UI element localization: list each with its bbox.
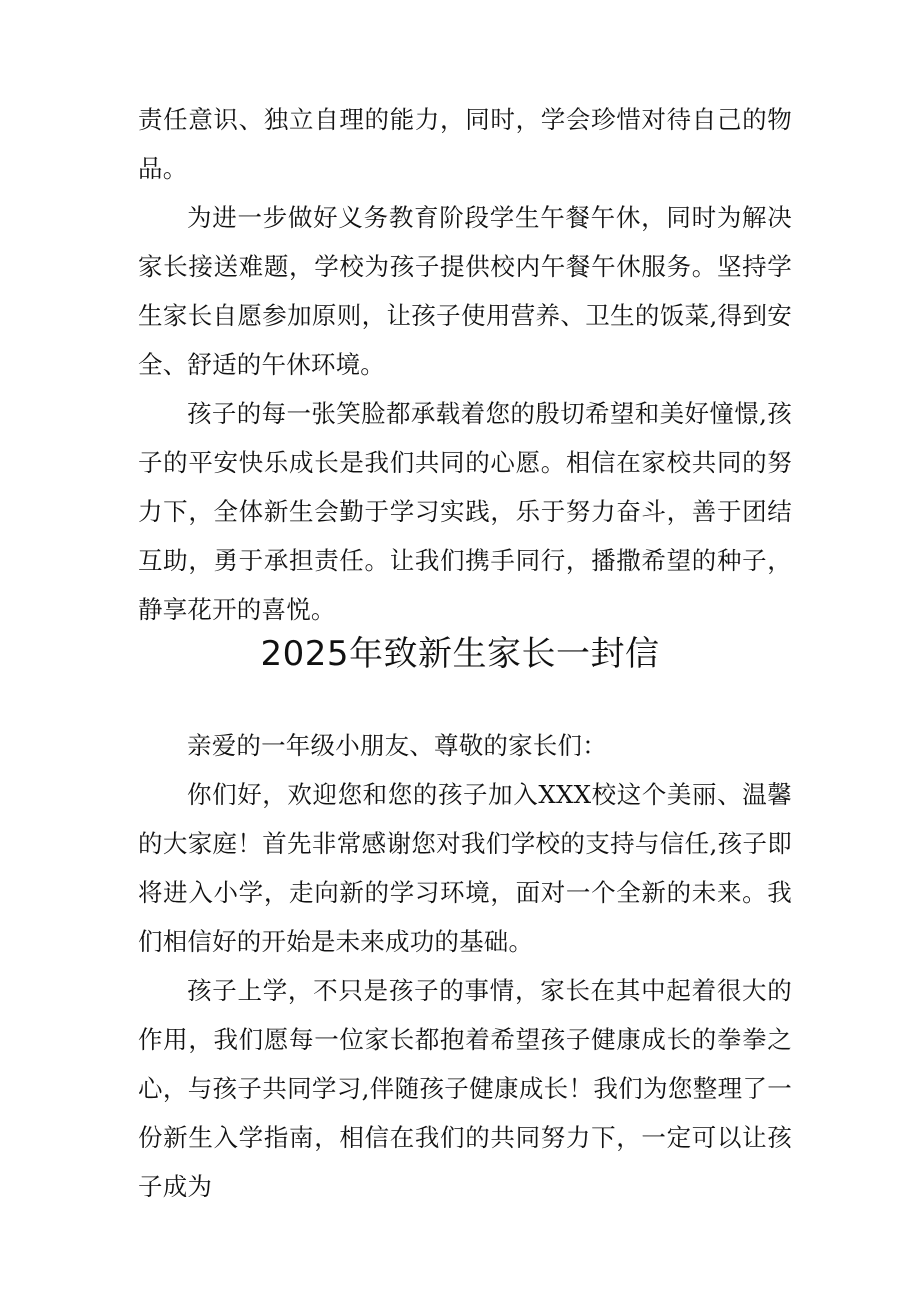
letter-title: 2025年致新生家长一封信 xyxy=(260,634,660,674)
top-section xyxy=(138,95,792,634)
paragraph-lunch-service: 为进一步做好义务教育阶段学生午餐午休，同时为解决家长接送难题，学校为孩子提供校内午餐午休服务。坚持学生家长自愿参加原则，让孩子使用营养、卫生的饭菜,得到安全、舒适的午休环境。 xyxy=(138,203,792,379)
paragraph-closing-wishes: 孩子的每一张笑脸都承载着您的殷切希望和美好憧憬,孩子的平安快乐成长是我们共同的心愿。相信在家校共同的努力下，全体新生会勤于学习实践，乐于努力奋斗，善于团结互助，勇于承担责任。让我们携手同行，播撒希望的种子，静享花开的喜悦。 xyxy=(138,399,792,624)
letter-body xyxy=(138,721,792,1211)
paragraph-parent-role: 孩子上学，不只是孩子的事情，家长在其中起着很大的作用，我们愿每一位家长都抱着希望孩子健康成长的拳拳之心，与孩子共同学习,伴随孩子健康成长！我们为您整理了一份新生入学指南，相信在我们的共同努力下，一定可以让孩子成为 xyxy=(138,976,792,1201)
paragraph-welcome: 你们好，欢迎您和您的孩子加入XXX校这个美丽、温馨的大家庭！首先非常感谢您对我们学校的支持与信任,孩子即将进入小学，走向新的学习环境，面对一个全新的未来。我们相信好的开始是未来成功的基础。 xyxy=(138,780,792,956)
letter-salutation: 亲爱的一年级小朋友、尊敬的家长们： xyxy=(187,731,607,760)
paragraph-continuation: 责任意识、独立自理的能力，同时，学会珍惜对待自己的物品。 xyxy=(138,105,792,183)
